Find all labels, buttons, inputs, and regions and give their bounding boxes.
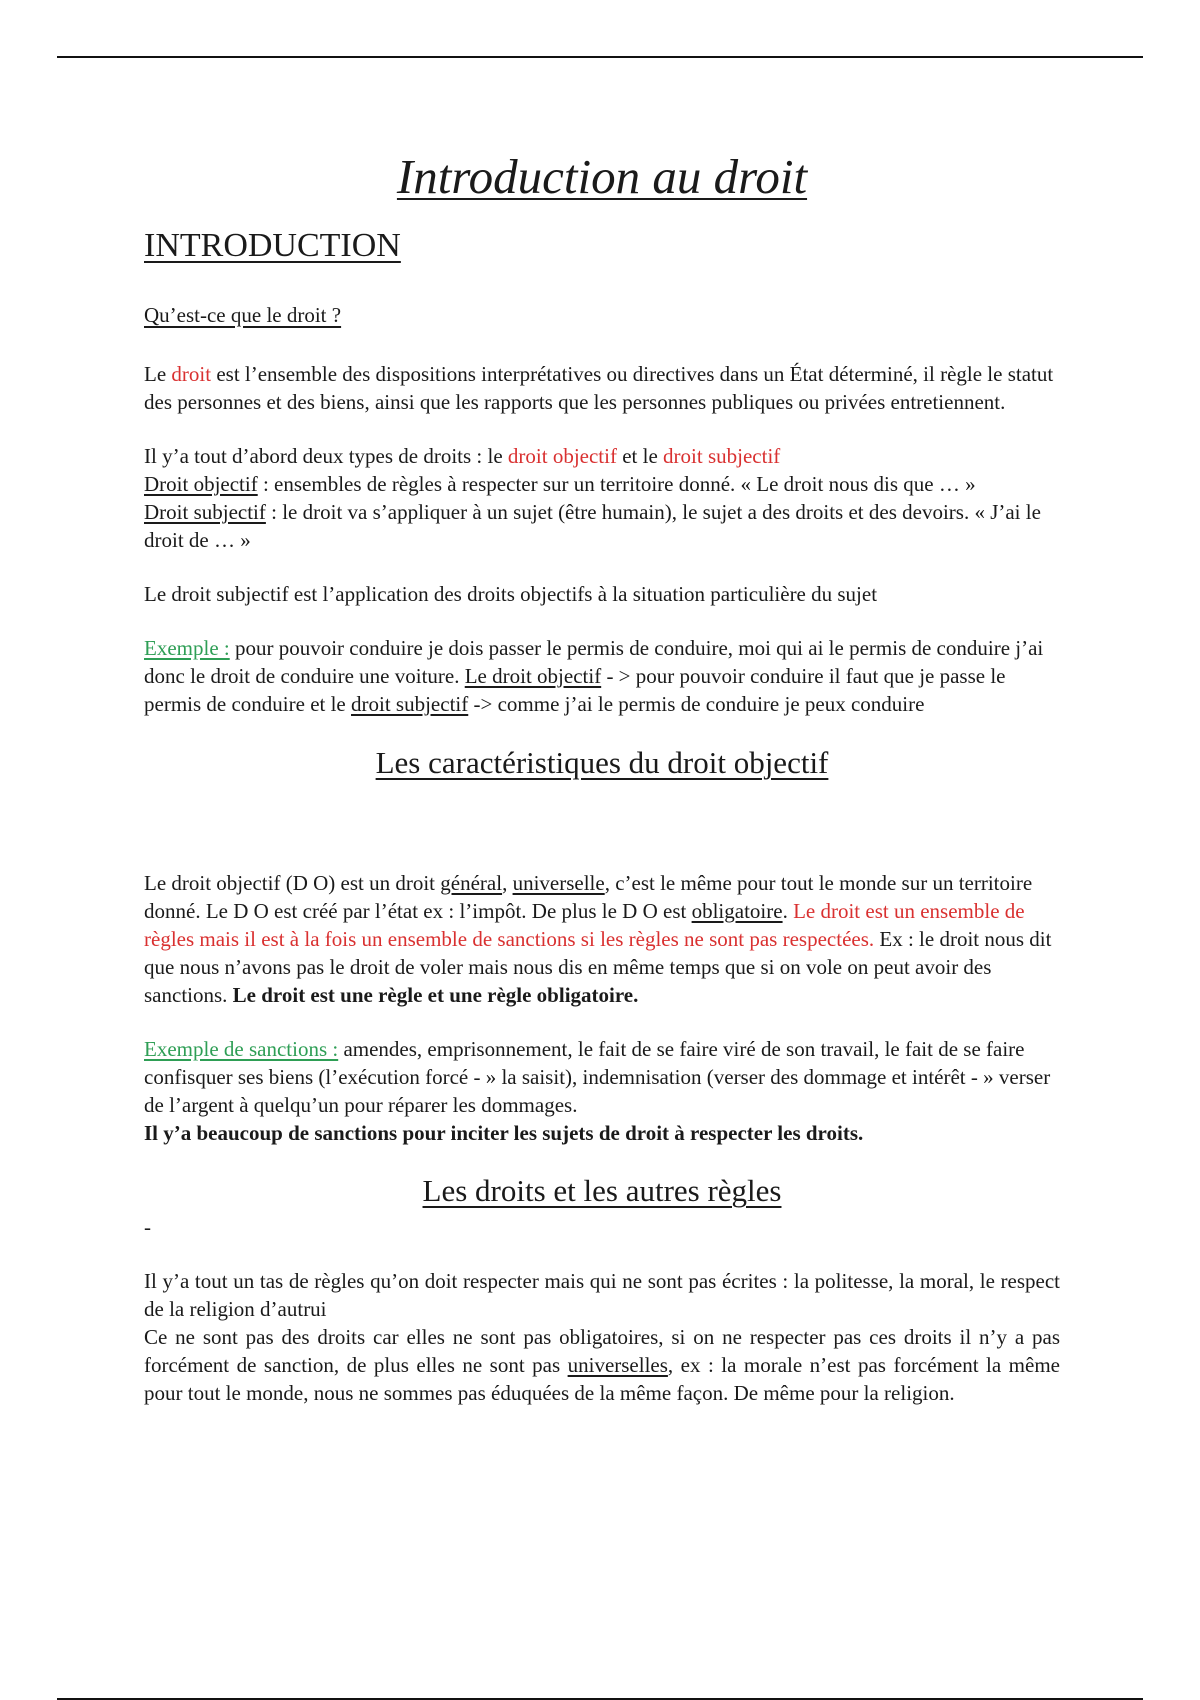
- document-title: Introduction au droit: [396, 149, 808, 204]
- autres-regles-explanation: Ce ne sont pas des droits car elles ne sont pas obligatoires, si on ne respecter pas ces droits il n’y a pas forcément de sanction, de plus elles ne sont pas universelles, ex : la morale n’est pas forcément la même pour tout le monde, nous ne sommes pas éduquées de la même façon. De même pour la religion.: [144, 1325, 1060, 1406]
- exemple-paragraph: Exemple : pour pouvoir conduire je dois passer le permis de conduire, moi qui ai le permis de conduire j’ai donc le droit de conduire une voiture. Le droit objectif - > pour pouvoir conduire il faut que je passe le permis de conduire et le droit subjectif -> comme j’ai le permis de conduire je peux conduire: [144, 635, 1044, 716]
- sanctions-paragraph: Exemple de sanctions : amendes, emprisonnement, le fait de se faire viré de son travail, le fait de se faire confisquer ses biens (l’exécution forcé - » la saisit), indemnisation (verser des dommage et intérêt - » verser de l’argent à quelqu’un pour réparer les dommages.: [144, 1036, 1051, 1117]
- term-droit: droit: [171, 361, 212, 386]
- document-page: [144, 136, 1060, 1407]
- term-droit-objectif: droit objectif: [507, 443, 617, 468]
- key-statement: Le droit est une règle et une règle obligatoire.: [232, 982, 639, 1007]
- introduction-heading: INTRODUCTION: [144, 226, 401, 264]
- sanctions-note: Le droit est un ensemble de règles mais il est à la fois un ensemble de sanctions si les règles ne sont pas respectées.: [144, 898, 1025, 951]
- types-paragraph: Il y’a tout d’abord deux types de droits : le droit objectif et le droit subjectif: [144, 443, 781, 468]
- subjectif-definition: Droit subjectif : le droit va s’appliquer à un sujet (être humain), le sujet a des droits et des devoirs. « J’ai le droit de … »: [144, 499, 1041, 552]
- term-droit-subjectif: droit subjectif: [663, 443, 781, 468]
- sanctions-conclusion: Il y’a beaucoup de sanctions pour inciter les sujets de droit à respecter les droits.: [144, 1120, 864, 1145]
- definition-paragraph: Le droit est l’ensemble des dispositions interprétatives ou directives dans un État déterminé, il règle le statut des personnes et des biens, ainsi que les rapports que les personnes publiques ou privées entretiennent.: [144, 361, 1054, 414]
- list-dash: -: [144, 1215, 151, 1240]
- objectif-definition: Droit objectif : ensembles de règles à respecter sur un territoire donné. « Le droit nous dis que … »: [144, 471, 976, 496]
- sanctions-label: Exemple de sanctions :: [144, 1036, 339, 1061]
- application-paragraph: Le droit subjectif est l’application des droits objectifs à la situation particulière du sujet: [144, 581, 878, 606]
- section-heading-autres-regles: Les droits et les autres règles: [422, 1172, 782, 1208]
- autres-regles-paragraph: Il y’a tout un tas de règles qu’on doit respecter mais qui ne sont pas écrites : la politesse, la moral, le respect de la religion d’autrui: [144, 1269, 1060, 1322]
- subjectif-label: Droit subjectif: [144, 499, 266, 524]
- exemple-label: Exemple :: [144, 635, 230, 660]
- section-heading-caracteristiques: Les caractéristiques du droit objectif: [375, 744, 829, 780]
- question-heading: Qu’est-ce que le droit ?: [144, 302, 342, 327]
- caracteristiques-paragraph: Le droit objectif (D O) est un droit général, universelle, c’est le même pour tout le monde sur un territoire donné. Le D O est créé par l’état ex : l’impôt. De plus le D O est obligatoire. Le droit est un ensemble de règles mais il est à la fois un ensemble de sanctions si les règles ne sont pas respectées. Ex : le droit nous dit que nous n’avons pas le droit de voler mais nous dis en même temps que si on vole on peut avoir des sanctions. Le droit est une règle et une règle obligatoire.: [144, 870, 1052, 1007]
- objectif-label: Droit objectif: [144, 471, 258, 496]
- top-rule: [57, 56, 1143, 58]
